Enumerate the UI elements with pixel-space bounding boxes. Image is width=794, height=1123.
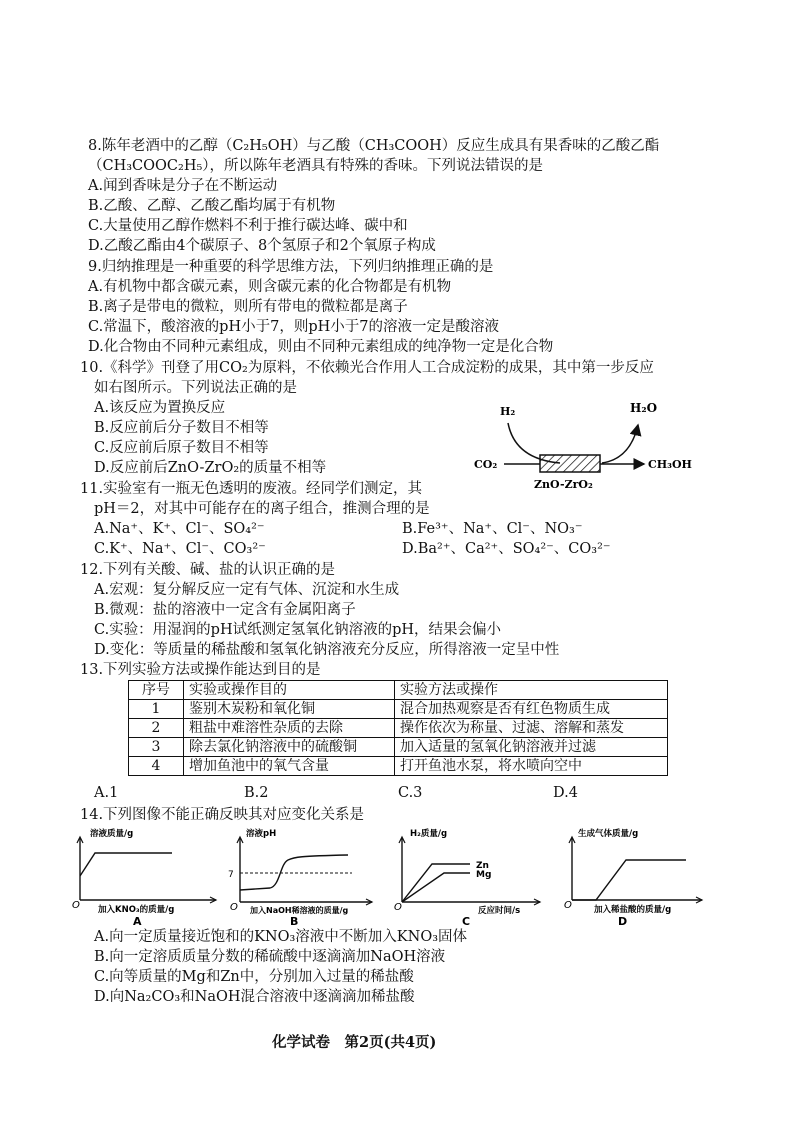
graph-b-xlabel: 加入NaOH稀溶液的质量/g <box>250 906 349 915</box>
q13-option-a: A.1 <box>94 785 119 801</box>
graph-c-zn-curve <box>402 864 470 902</box>
table-header-row <box>129 681 668 700</box>
graph-d-letter: D <box>618 915 628 928</box>
table-cell: 粗盐中难溶性杂质的去除 <box>184 719 395 738</box>
q11-option-c: C.K⁺、Na⁺、Cl⁻、CO₃²⁻ <box>94 541 266 557</box>
q9-stem: 9.归纳推理是一种重要的科学思维方法，下列归纳推理正确的是 <box>88 259 494 275</box>
h2o-label: H₂O <box>630 401 658 415</box>
graph-c-mg-label: Mg <box>476 870 492 880</box>
q11-option-d: D.Ba²⁺、Ca²⁺、SO₄²⁻、CO₃²⁻ <box>402 541 611 557</box>
table-row <box>129 700 668 719</box>
header-cell: 序号 <box>129 681 184 700</box>
ch3oh-label: CH₃OH <box>648 458 692 471</box>
q13-table <box>128 680 668 776</box>
q14-option-b: B.向一定溶质质量分数的稀硫酸中逐滴滴加NaOH溶液 <box>94 949 446 965</box>
table-row <box>129 738 668 757</box>
graph-d-origin: O <box>564 900 572 911</box>
graph-a-ylabel: 溶液质量/g <box>90 829 134 839</box>
q10-option-b: B.反应前后分子数目不相等 <box>94 420 269 436</box>
q10-option-a: A.该反应为置换反应 <box>94 400 226 416</box>
catalyst-box <box>540 455 600 472</box>
table-cell: 加入适量的氢氧化钠溶液并过滤 <box>395 738 668 757</box>
catalyst-label: ZnO-ZrO₂ <box>534 478 593 491</box>
graph-c-mg-curve <box>402 873 470 902</box>
graph-b <box>224 826 384 930</box>
q14-option-c: C.向等质量的Mg和Zn中，分别加入过量的稀盐酸 <box>94 969 414 985</box>
q10-option-c: C.反应前后原子数目不相等 <box>94 440 269 456</box>
q11-stem-line1: 11.实验室有一瓶无色透明的废液。经同学们测定，其 <box>80 481 423 497</box>
graph-d-ylabel: 生成气体质量/g <box>578 829 639 839</box>
q14-stem: 14.下列图像不能正确反映其对应变化关系是 <box>80 807 365 823</box>
q14-option-a: A.向一定质量接近饱和的KNO₃溶液中不断加入KNO₃固体 <box>94 929 468 945</box>
graph-c-origin: O <box>394 902 402 913</box>
q9-option-b: B.离子是带电的微粒，则所有带电的微粒都是离子 <box>88 299 408 315</box>
h2o-output-curve <box>602 425 638 463</box>
table-cell: 除去氯化钠溶液中的硫酸铜 <box>184 738 395 757</box>
graph-c-ylabel: H₂质量/g <box>410 829 448 839</box>
header-cell: 实验或操作目的 <box>184 681 395 700</box>
graph-a <box>68 826 228 930</box>
graph-c-zn-label: Zn <box>476 861 489 871</box>
page-footer: 化学试卷 第2页(共4页) <box>272 1034 437 1051</box>
header-cell: 实验方法或操作 <box>395 681 668 700</box>
q8-option-a: A.闻到香味是分子在不断运动 <box>88 178 278 194</box>
graph-b-tick-7: 7 <box>228 870 234 880</box>
q12-option-a: A.宏观：复分解反应一定有气体、沉淀和水生成 <box>94 582 400 598</box>
q8-option-d: D.乙酸乙酯由4个碳原子、8个氢原子和2个氧原子构成 <box>88 238 436 254</box>
table-row <box>129 757 668 776</box>
q13-stem: 13.下列实验方法或操作能达到目的是 <box>80 662 321 678</box>
table-cell: 混合加热观察是否有红色物质生成 <box>395 700 668 719</box>
graph-c-xlabel: 反应时间/s <box>478 906 521 916</box>
q10-stem-line1: 10.《科学》刊登了用CO₂为原料，不依赖光合作用人工合成淀粉的成果，其中第一步反应 <box>80 360 654 376</box>
table-cell: 鉴别木炭粉和氧化铜 <box>184 700 395 719</box>
q9-option-c: C.常温下，酸溶液的pH小于7，则pH小于7的溶液一定是酸溶液 <box>88 319 499 335</box>
q13-option-b: B.2 <box>244 785 269 801</box>
q8-option-b: B.乙酸、乙醇、乙酸乙酯均属于有机物 <box>88 198 336 214</box>
table-cell: 增加鱼池中的氧气含量 <box>184 757 395 776</box>
q11-stem-line2: pH＝2，对其中可能存在的离子组合，推测合理的是 <box>94 501 430 517</box>
q12-option-c: C.实验：用湿润的pH试纸测定氢氧化钠溶液的pH，结果会偏小 <box>94 622 502 638</box>
q10-option-d: D.反应前后ZnO-ZrO₂的质量不相等 <box>94 460 327 476</box>
q10-stem-line2: 如右图所示。下列说法正确的是 <box>94 380 297 396</box>
graph-b-ylabel: 溶液pH <box>246 829 277 839</box>
graph-d <box>562 826 712 930</box>
graph-c-letter: C <box>462 915 471 928</box>
graph-d-xlabel: 加入稀盐酸的质量/g <box>594 905 672 915</box>
q9-option-d: D.化合物由不同种元素组成，则由不同种元素组成的纯净物一定是化合物 <box>88 339 554 355</box>
graph-d-curve <box>572 860 686 900</box>
graph-a-origin: O <box>72 900 80 911</box>
graph-c <box>392 826 552 930</box>
graph-b-letter: B <box>290 915 299 928</box>
q9-option-a: A.有机物中都含碳元素，则含碳元素的化合物都是有机物 <box>88 279 452 295</box>
q14-option-d: D.向Na₂CO₃和NaOH混合溶液中逐滴滴加稀盐酸 <box>94 989 415 1005</box>
q13-option-c: C.3 <box>398 785 423 801</box>
q12-option-b: B.微观：盐的溶液中一定含有金属阳离子 <box>94 602 356 618</box>
table-row <box>129 719 668 738</box>
q11-option-a: A.Na⁺、K⁺、Cl⁻、SO₄²⁻ <box>94 521 265 537</box>
table-cell: 2 <box>129 719 184 738</box>
q12-option-d: D.变化：等质量的稀盐酸和氢氧化钠溶液充分反应，所得溶液一定呈中性 <box>94 642 560 658</box>
q8-stem-line1: 8.陈年老酒中的乙醇（C₂H₅OH）与乙酸（CH₃COOH）反应生成具有果香味的乙酸乙酯 <box>88 138 660 154</box>
table-cell: 4 <box>129 757 184 776</box>
graph-a-curve <box>80 853 172 876</box>
q12-stem: 12.下列有关酸、碱、盐的认识正确的是 <box>80 562 336 578</box>
graph-a-xlabel: 加入KNO₃的质量/g <box>98 905 175 915</box>
table-cell: 操作依次为称量、过滤、溶解和蒸发 <box>395 719 668 738</box>
q13-option-d: D.4 <box>553 785 578 801</box>
table-cell: 打开鱼池水泵，将水喷向空中 <box>395 757 668 776</box>
q8-option-c: C.大量使用乙醇作燃料不利于推行碳达峰、碳中和 <box>88 218 408 234</box>
table-cell: 1 <box>129 700 184 719</box>
q10-reaction-diagram <box>470 395 710 495</box>
q8-stem-line2: （CH₃COOC₂H₅），所以陈年老酒具有特殊的香味。下列说法错误的是 <box>88 158 544 174</box>
table-cell: 3 <box>129 738 184 757</box>
co2-label: CO₂ <box>474 458 498 471</box>
h2-label: H₂ <box>500 405 516 418</box>
graph-a-letter: A <box>133 915 142 928</box>
q11-option-b: B.Fe³⁺、Na⁺、Cl⁻、NO₃⁻ <box>402 521 583 537</box>
graph-b-origin: O <box>230 902 238 913</box>
